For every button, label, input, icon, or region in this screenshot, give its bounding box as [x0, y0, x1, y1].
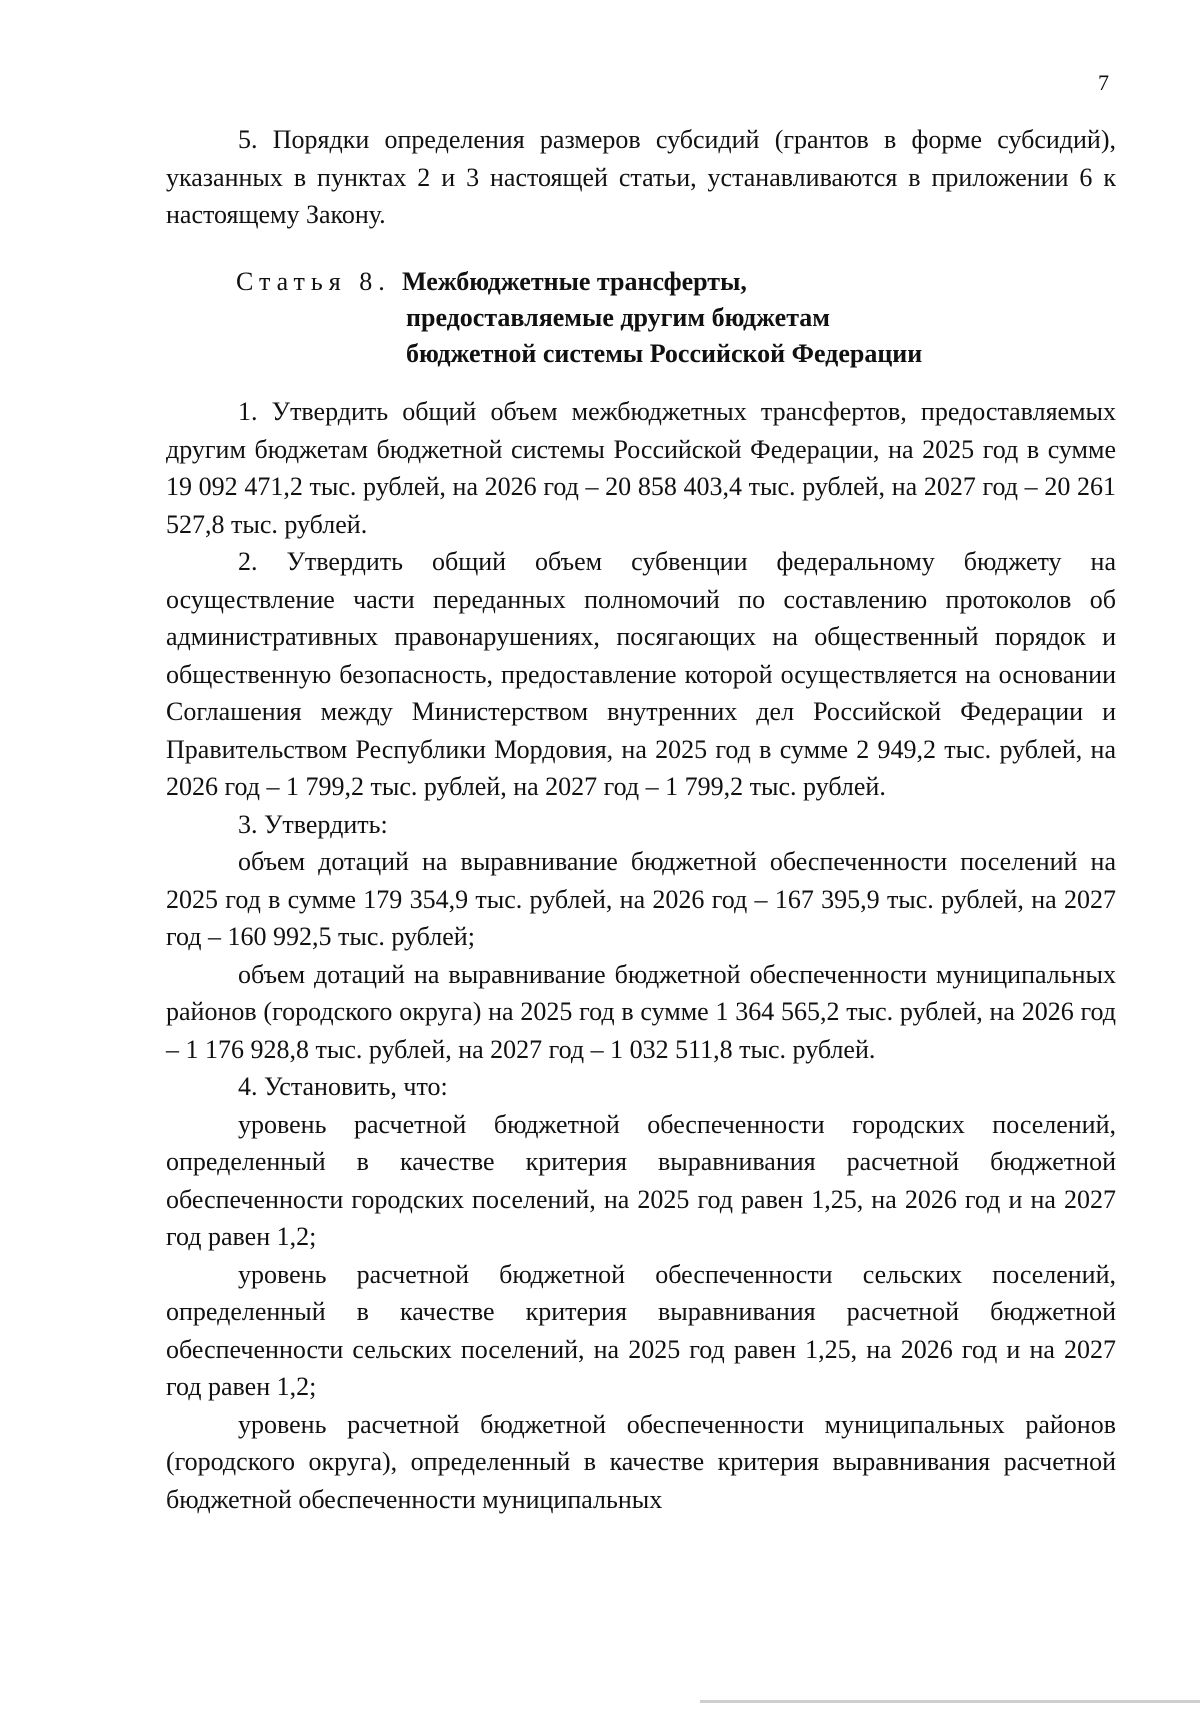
page-number: 7	[1098, 70, 1109, 95]
paragraph-4-district-level: уровень расчетной бюджетной обеспеченности муниципальных районов (городского округа), определенный в качестве критерия выравнивания расчетной бюджетной обеспеченности муниципальных	[166, 1409, 1116, 1514]
paragraph-4-urban-level: уровень расчетной бюджетной обеспеченности городских поселений, определенный в качестве критерия выравнивания расчетной бюджетной обеспеченности городских поселений, на 2025 год равен 1,25, на 2026 год и на 2027 год равен 1,2;	[166, 1109, 1116, 1251]
paragraph-3-settlements-dotations: объем дотаций на выравнивание бюджетной обеспеченности поселений на 2025 год в сумме 179 354,9 тыс. рублей, на 2026 год – 167 395,9 тыс. рублей, на 2027 год – 160 992,5 тыс. рублей;	[166, 847, 1116, 951]
scan-edge-line	[700, 1700, 1200, 1703]
paragraph-4-rural-level: уровень расчетной бюджетной обеспеченности сельских поселений, определенный в качестве критерия выравнивания расчетной бюджетной обеспеченности сельских поселений, на 2025 год равен 1,25, на 2026 год и на 2027 год равен 1,2;	[166, 1259, 1116, 1401]
paragraph-5-procedures: 5. Порядки определения размеров субсидий (грантов в форме субсидий), указанных в пунктах 2 и 3 настоящей статьи, устанавливаются в приложении 6 к настоящему Закону.	[166, 125, 1116, 229]
paragraph-1-total-transfers: 1. Утвердить общий объем межбюджетных трансфертов, предоставляемых другим бюджетам бюджетной системы Российской Федерации, на 2025 год в сумме 19 092 471,2 тыс. рублей, на 2026 год – 20 858 403,4 тыс. рублей, на 2027 год – 20 261 527,8 тыс. рублей.	[166, 397, 1116, 539]
paragraph-2-subvention: 2. Утвердить общий объем субвенции федеральному бюджету на осуществление части переданных полномочий по составлению протоколов об административных правонарушениях, посягающих на общественный порядок и общественную безопасность, предоставление которой осуществляется на основании Соглашения между Министерством внутренних дел Российской Федерации и Правительством Республики Мордовия, на 2025 год в сумме 2 949,2 тыс. рублей, на 2026 год – 1 799,2 тыс. рублей, на 2027 год – 1 799,2 тыс. рублей.	[166, 547, 1116, 801]
paragraph-3-districts-dotations: объем дотаций на выравнивание бюджетной обеспеченности муниципальных районов (городского округа) на 2025 год в сумме 1 364 565,2 тыс. рублей, на 2026 год – 1 176 928,8 тыс. рублей, на 2027 год – 1 032 511,8 тыс. рублей.	[166, 959, 1116, 1064]
paragraph-3-approve: 3. Утвердить:	[238, 809, 388, 839]
article-body	[166, 393, 1116, 1518]
article-title-line1: Межбюджетные трансферты,	[402, 267, 747, 296]
section-intro	[166, 121, 1116, 234]
article-title-line3: бюджетной системы Российской Федерации	[406, 339, 923, 368]
article-label: Статья 8.	[236, 267, 391, 296]
article-heading	[236, 264, 922, 372]
paragraph-4-establish: 4. Установить, что:	[238, 1072, 448, 1101]
article-title-line2: предоставляемые другим бюджетам	[406, 303, 831, 332]
